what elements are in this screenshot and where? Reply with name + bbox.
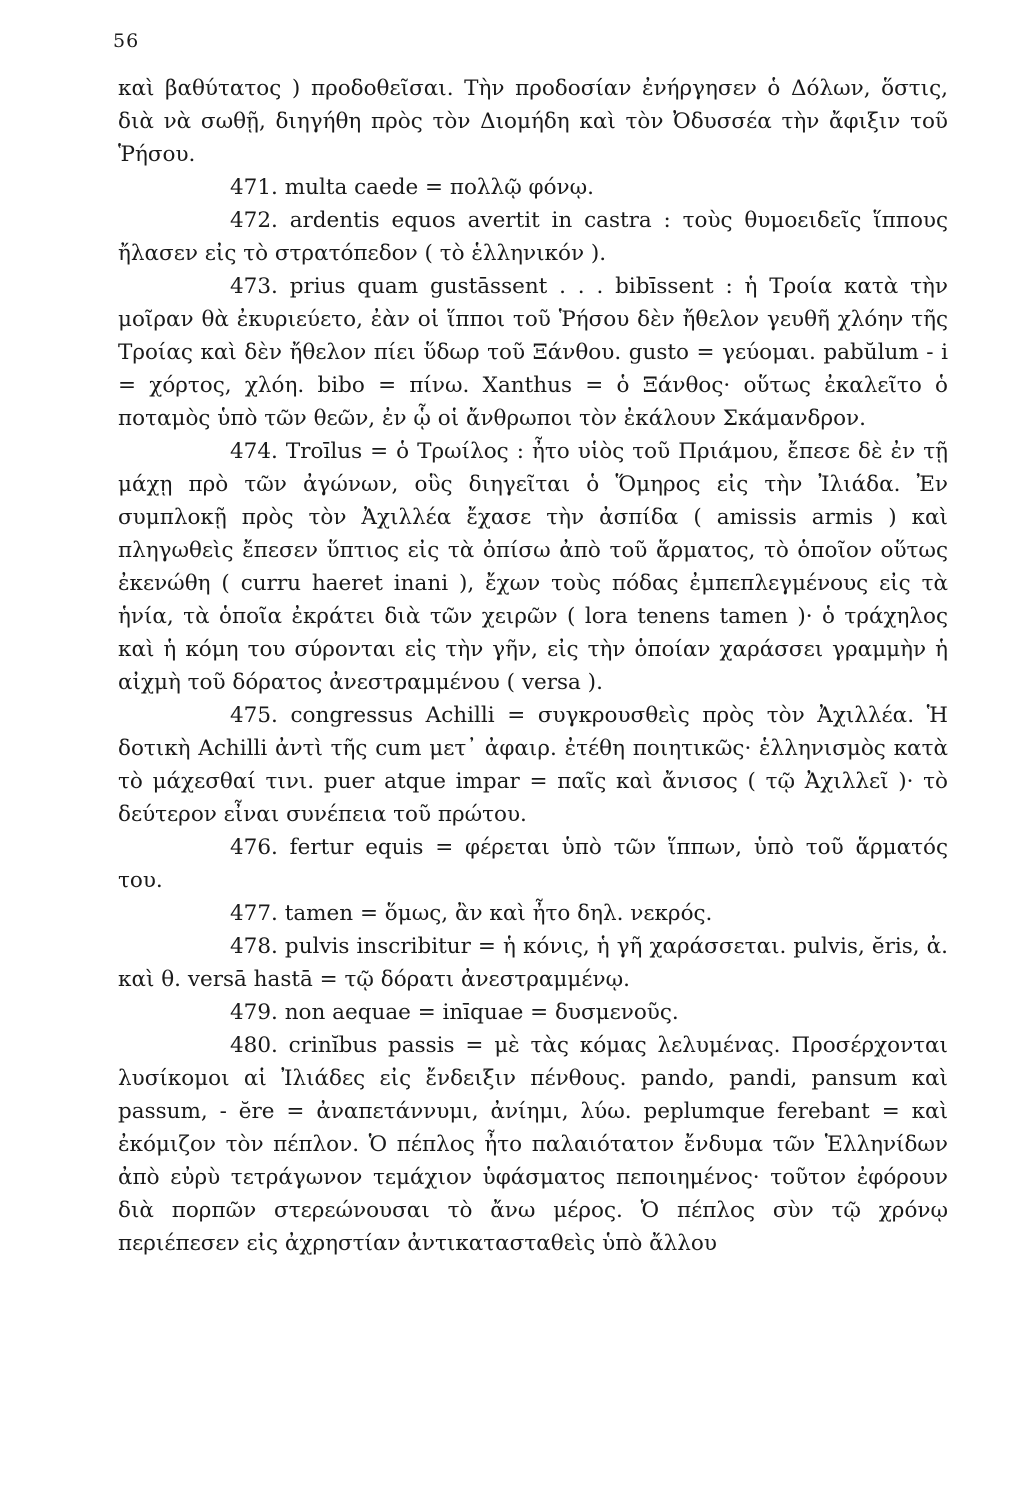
note-474: 474. Troīlus = ὁ Τρωίλος : ἦτο υἱὸς τοῦ Πριάμου, ἔπεσε δὲ ἐν τῇ μάχῃ πρὸ τῶν ἀγώνων, οὓς διηγεῖται ὁ Ὅμηρος εἰς τὴν Ἰλιάδα. Ἐν συμπλοκῇ πρὸς τὸν Ἀχιλλέα ἔχασε τὴν ἀσπίδα ( amissis armis ) καὶ πληγωθεὶς ἔπεσεν ὕπτιος εἰς τὰ ὀπίσω ἀπὸ τοῦ ἅρματος, τὸ ὁποῖον οὕτως ἐκενώθη ( curru haeret inani ), ἔχων τοὺς πόδας ἐμπεπλεγμένους εἰς τὰ ἡνία, τὰ ὁποῖα ἐκράτει διὰ τῶν χειρῶν ( lora tenens tamen )· ὁ τράχηλος καὶ ἡ κόμη του σύρονται εἰς τὴν γῆν, εἰς τὴν ὁποίαν χαράσσει γραμμὴν ἡ αἰχμὴ τοῦ δόρατος ἀνεστραμμένου ( versa ). [118,439,948,695]
note-478: 478. pulvis inscribitur = ἡ κόνις, ἡ γῆ χαράσσεται. pulvis, ĕris, ἀ. καὶ θ. versā hastā = τῷ δόρατι ἀνεστραμμένῳ. [118,934,948,992]
note-479: 479. non aequae = inīquae = δυσμενοῦς. [230,1000,679,1025]
note-472: 472. ardentis equos avertit in castra : τοὺς θυμοειδεῖς ἵππους ἤλασεν εἰς τὸ στρατόπεδον ( τὸ ἑλληνικόν ). [118,208,948,266]
note-475: 475. congressus Achilli = συγκρουσθεὶς πρὸς τὸν Ἀχιλλέα. Ἡ δοτικὴ Achilli ἀντὶ τῆς cum μετ᾽ ἀφαιρ. ἐτέθη ποιητικῶς· ἑλληνισμὸς κατὰ τὸ μάχεσθαί τινι. puer atque impar = παῖς καὶ ἄνισος ( τῷ Ἀχιλλεῖ )· τὸ δεύτερον εἶναι συνέπεια τοῦ πρώτου. [118,703,948,827]
paragraph-continuation: καὶ βαθύτατος ) προδοθεῖσαι. Τὴν προδοσίαν ἐνήργησεν ὁ Δόλων, ὅστις, διὰ νὰ σωθῇ, διηγήθη πρὸς τὸν Διομήδη καὶ τὸν Ὀδυσσέα τὴν ἄφιξιν τοῦ Ῥήσου. [118,76,948,167]
commentary-text [118,72,948,1260]
note-480: 480. crinĭbus passis = μὲ τὰς κόμας λελυμένας. Προσέρχονται λυσίκομοι αἱ Ἰλιάδες εἰς ἔνδειξιν πένθους. pando, pandi, pansum καὶ passum, - ĕre = ἀναπετάννυμι, ἀνίημι, λύω. peplumque ferebant = καὶ ἐκόμιζον τὸν πέπλον. Ὁ πέπλος ἦτο παλαιότατον ἔνδυμα τῶν Ἑλληνίδων ἀπὸ εὐρὺ τετράγωνον τεμάχιον ὑφάσματος πεποιημένος· τοῦτον ἐφόρουν διὰ πορπῶν στερεώνουσαι τὸ ἄνω μέρος. Ὁ πέπλος σὺν τῷ χρόνῳ περιέπεσεν εἰς ἀχρηστίαν ἀντικατασταθεὶς ὑπὸ ἄλλου [118,1033,948,1256]
note-477: 477. tamen = ὅμως, ἂν καὶ ἦτο δηλ. νεκρός. [230,901,713,926]
note-476: 476. fertur equis = φέρεται ὑπὸ τῶν ἵππων, ὑπὸ τοῦ ἅρματός του. [118,835,948,893]
page-number: 56 [113,30,140,52]
note-471: 471. multa caede = πολλῷ φόνῳ. [230,175,594,200]
note-473: 473. prius quam gustāssent . . . bibīssent : ἡ Τροία κατὰ τὴν μοῖραν θὰ ἐκυριεύετο, ἐὰν οἱ ἵπποι τοῦ Ῥήσου δὲν ἤθελον γευθῆ χλόην τῆς Τροίας καὶ δὲν ἤθελον πίει ὕδωρ τοῦ Ξάνθου. gusto = γεύομαι. pabŭlum - i = χόρτος, χλόη. bibo = πίνω. Xanthus = ὁ Ξάνθος· οὕτως ἐκαλεῖτο ὁ ποταμὸς ὑπὸ τῶν θεῶν, ἐν ᾧ οἱ ἄνθρωποι τὸν ἐκάλουν Σκάμανδρον. [118,274,948,431]
